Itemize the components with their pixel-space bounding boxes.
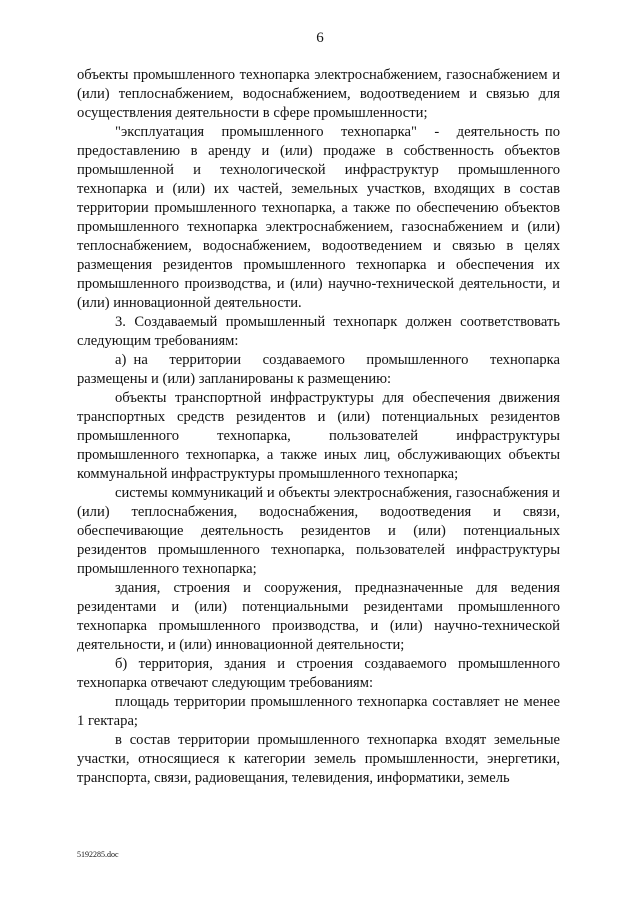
paragraph-2: "эксплуатация промышленного технопарка" - деятельность по предоставлению в аренду и (или) продаже в собственность объектов промышленной и технологической инфраструктур промышленного технопарка и (или) их частей, земельных участков, входящих в состав территории промышленного технопарка, а также по обеспечению объектов промышленного технопарка электроснабжением, газоснабжением и (или) теплоснабжением, водоснабжением, водоотведением и связью в целях размещения резидентов промышленного технопарка и обеспечения их промышленного производства, и (или) научно-технической деятельности, и (или) инновационной деятельности. [77, 124, 564, 311]
paragraph-10: в состав территории промышленного технопарка входят земельные участки, относящиеся к категории земель промышленности, энергетики, транспорта, связи, радиовещания, телевидения, информатики, земель [77, 732, 564, 786]
paragraph-9: площадь территории промышленного технопарка составляет не менее 1 гектара; [77, 694, 564, 729]
paragraph-3: 3. Создаваемый промышленный технопарк должен соответствовать следующим требованиям: [77, 314, 564, 349]
paragraph-8: б) территория, здания и строения создаваемого промышленного технопарка отвечают следующим требованиям: [77, 656, 564, 691]
footer-filename: 5192285.doc [77, 850, 119, 859]
paragraph-7: здания, строения и сооружения, предназначенные для ведения резидентами и (или) потенциальными резидентами промышленного технопарка промышленного производства, и (или) научно-технической деятельности, и (или) инновационной деятельности; [77, 580, 564, 653]
document-body [77, 66, 564, 788]
page-number: 6 [316, 30, 324, 46]
paragraph-4: а) на территории создаваемого промышленного технопарка размещены и (или) запланированы к размещению: [77, 352, 564, 387]
paragraph-6: системы коммуникаций и объекты электроснабжения, газоснабжения и (или) теплоснабжения, водоснабжения, водоотведения и связи, обеспечивающие деятельность резидентов и (или) потенциальных резидентов промышленного технопарка, пользователей инфраструктуры промышленного технопарка; [77, 485, 564, 577]
paragraph-1: объекты промышленного технопарка электроснабжением, газоснабжением и (или) теплоснабжением, водоснабжением, водоотведением и связью для осуществления деятельности в сфере промышленности; [77, 67, 564, 121]
paragraph-5: объекты транспортной инфраструктуры для обеспечения движения транспортных средств резидентов и (или) потенциальных резидентов промышленного технопарка, пользователей инфраструктуры промышленного технопарка, а также иных лиц, обслуживающих объекты коммунальной инфраструктуры промышленного технопарка; [77, 390, 564, 482]
